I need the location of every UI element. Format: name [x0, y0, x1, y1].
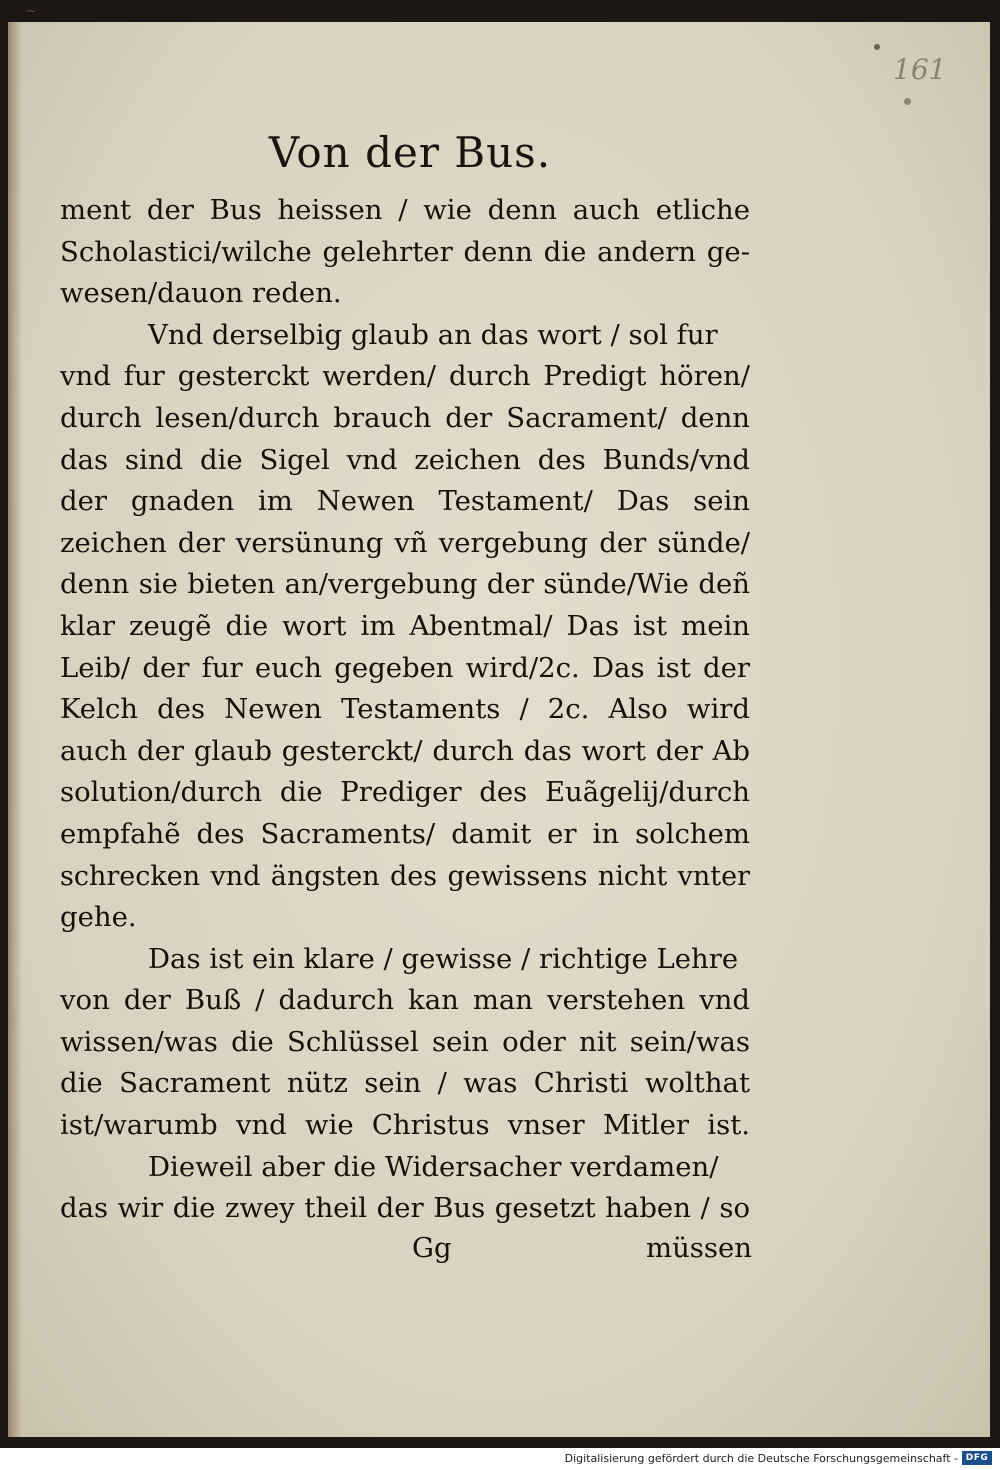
- corner-pencil-mark: ~: [26, 4, 37, 18]
- text-line: ment der Bus heissen / wie denn auch etliche: [60, 194, 750, 226]
- text-line: empfahẽ des Sacraments/ damit er in solchem: [60, 817, 750, 850]
- catchword: müssen: [646, 1232, 752, 1264]
- text-line: solution/durch die Prediger des Euãgelij/durch: [60, 776, 750, 809]
- signature-mark: Gg: [412, 1232, 452, 1264]
- text-line: ist/warumb vnd wie Christus vnser Mitler ist.: [60, 1109, 750, 1142]
- text-line: gehe.: [60, 901, 137, 934]
- text-line: Dieweil aber die Widersacher verdamen/: [148, 1150, 719, 1183]
- funding-notice: Digitalisierung gefördert durch die Deutsche Forschungsgemeinschaft -: [564, 1452, 958, 1465]
- text-line: das wir die zwey theil der Bus gesetzt haben / so: [60, 1192, 750, 1225]
- folio-number: 161: [893, 53, 947, 86]
- text-line: Kelch des Newen Testaments / 2c. Also wird: [60, 693, 750, 726]
- text-line: Vnd derselbig glaub an das wort / sol fur: [148, 318, 718, 351]
- text-line: Das ist ein klare / gewisse / richtige Lehre: [148, 942, 739, 975]
- dfg-logo: DFG: [962, 1451, 992, 1465]
- text-line: das sind die Sigel vnd zeichen des Bunds/vnd: [60, 443, 750, 476]
- text-line: vnd fur gesterckt werden/ durch Predigt hören/: [60, 360, 750, 393]
- text-line: schrecken vnd ängsten des gewissens nicht vnter: [60, 860, 750, 892]
- text-line: zeichen der versünung vñ vergebung der sünde/: [60, 526, 750, 559]
- running-heading: Von der Bus.: [268, 128, 552, 177]
- text-line: Scholastici/wilche gelehrter denn die andern ge-: [60, 235, 750, 268]
- page-gutter-shadow: [8, 22, 22, 1437]
- text-line: durch lesen/durch brauch der Sacrament/ denn: [60, 401, 750, 434]
- body-text: [60, 190, 750, 1230]
- text-line: Leib/ der fur euch gegeben wird/2c. Das ist der: [60, 651, 750, 684]
- text-line: wissen/was die Schlüssel sein oder nit sein/was: [60, 1025, 750, 1058]
- ink-speck: [874, 44, 880, 50]
- text-line: von der Buß / dadurch kan man verstehen vnd: [60, 984, 750, 1017]
- text-line: denn sie bieten an/vergebung der sünde/Wie deñ: [60, 568, 750, 601]
- text-line: auch der glaub gesterckt/ durch das wort der Ab: [60, 734, 750, 767]
- digitization-footer: [0, 1448, 1000, 1470]
- text-line: klar zeugẽ die wort im Abentmal/ Das ist mein: [60, 609, 750, 642]
- text-line: die Sacrament nütz sein / was Christi wolthat: [60, 1067, 750, 1100]
- text-line: wesen/dauon reden.: [60, 277, 342, 310]
- text-line: der gnaden im Newen Testament/ Das sein: [60, 485, 750, 518]
- ink-speck: [904, 98, 911, 105]
